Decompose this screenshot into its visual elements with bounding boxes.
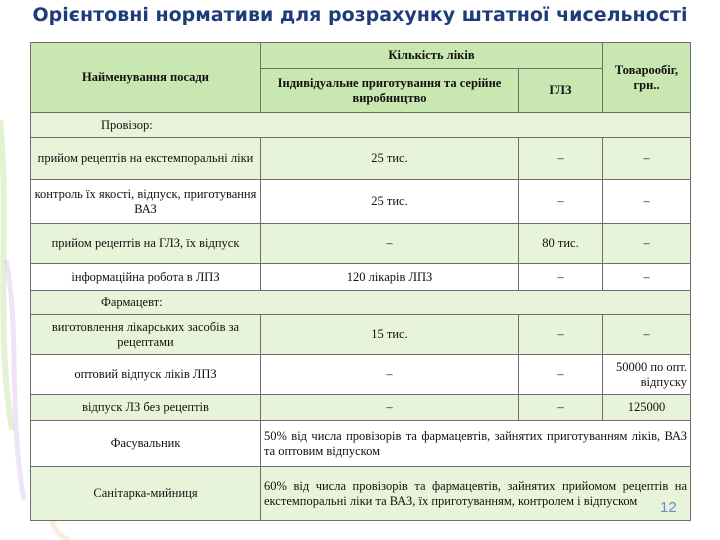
header-turnover: Товарообіг, грн.. xyxy=(603,43,691,113)
table-row xyxy=(31,395,691,421)
row-position-name: виготовлення лікарських засобів за рецептами xyxy=(31,315,261,355)
header-glz: ГЛЗ xyxy=(519,69,603,113)
row-turnover-value: 125000 xyxy=(603,395,691,421)
row-turnover-value: – xyxy=(603,180,691,224)
table-row xyxy=(31,138,691,180)
table-row xyxy=(31,355,691,395)
row-individual-value: 25 тис. xyxy=(261,138,519,180)
row-individual-value: – xyxy=(261,355,519,395)
row-position-name: прийом рецептів на ГЛЗ, їх відпуск xyxy=(31,224,261,264)
staffing-norms-table xyxy=(30,42,691,521)
table-row-packer xyxy=(31,421,691,467)
table-row xyxy=(31,264,691,291)
page-title: Орієнтовні нормативи для розрахунку штатної чисельності xyxy=(32,4,688,26)
header-row-top xyxy=(31,43,691,69)
section-row-pharmacist xyxy=(31,113,691,138)
row-norm-description: 50% від числа провізорів та фармацевтів, зайнятих приготуванням ліків, ВАЗ та оптовим відпуском xyxy=(261,421,691,467)
row-turnover-value: – xyxy=(603,138,691,180)
row-position-name: інформаційна робота в ЛПЗ xyxy=(31,264,261,291)
row-position-name: прийом рецептів на екстемпоральні ліки xyxy=(31,138,261,180)
section-label-pharmacist-assistant: Фармацевт: xyxy=(31,291,691,315)
row-glz-value: – xyxy=(519,315,603,355)
row-individual-value: 120 лікарів ЛПЗ xyxy=(261,264,519,291)
table-row xyxy=(31,224,691,264)
row-glz-value: – xyxy=(519,395,603,421)
row-glz-value: – xyxy=(519,264,603,291)
row-turnover-value: 50000 по опт. відпуску xyxy=(603,355,691,395)
row-glz-value: – xyxy=(519,180,603,224)
row-individual-value: 25 тис. xyxy=(261,180,519,224)
section-label-pharmacist: Провізор: xyxy=(31,113,691,138)
table-row xyxy=(31,315,691,355)
row-glz-value: – xyxy=(519,138,603,180)
row-individual-value: 15 тис. xyxy=(261,315,519,355)
page-number: 12 xyxy=(660,499,677,516)
row-turnover-value: – xyxy=(603,264,691,291)
row-position-name: контроль їх якості, відпуск, приготування ВАЗ xyxy=(31,180,261,224)
row-glz-value: 80 тис. xyxy=(519,224,603,264)
section-row-pharmacist-assistant xyxy=(31,291,691,315)
row-individual-value: – xyxy=(261,224,519,264)
header-drug-count: Кількість ліків xyxy=(261,43,603,69)
table-row-cleaner xyxy=(31,467,691,521)
row-turnover-value: – xyxy=(603,224,691,264)
row-turnover-value: – xyxy=(603,315,691,355)
header-position: Найменування посади xyxy=(31,43,261,113)
table-row xyxy=(31,180,691,224)
row-position-name: Фасувальник xyxy=(31,421,261,467)
row-norm-description: 60% від числа провізорів та фармацевтів, зайнятих прийомом рецептів на екстемпоральні ліки та ВАЗ, їх приготуванням, контролем і відпуском xyxy=(261,467,691,521)
row-position-name: відпуск ЛЗ без рецептів xyxy=(31,395,261,421)
header-individual: Індивідуальне приготування та серійне виробництво xyxy=(261,69,519,113)
row-position-name: оптовий відпуск ліків ЛПЗ xyxy=(31,355,261,395)
row-position-name: Санітарка-мийниця xyxy=(31,467,261,521)
row-glz-value: – xyxy=(519,355,603,395)
row-individual-value: – xyxy=(261,395,519,421)
